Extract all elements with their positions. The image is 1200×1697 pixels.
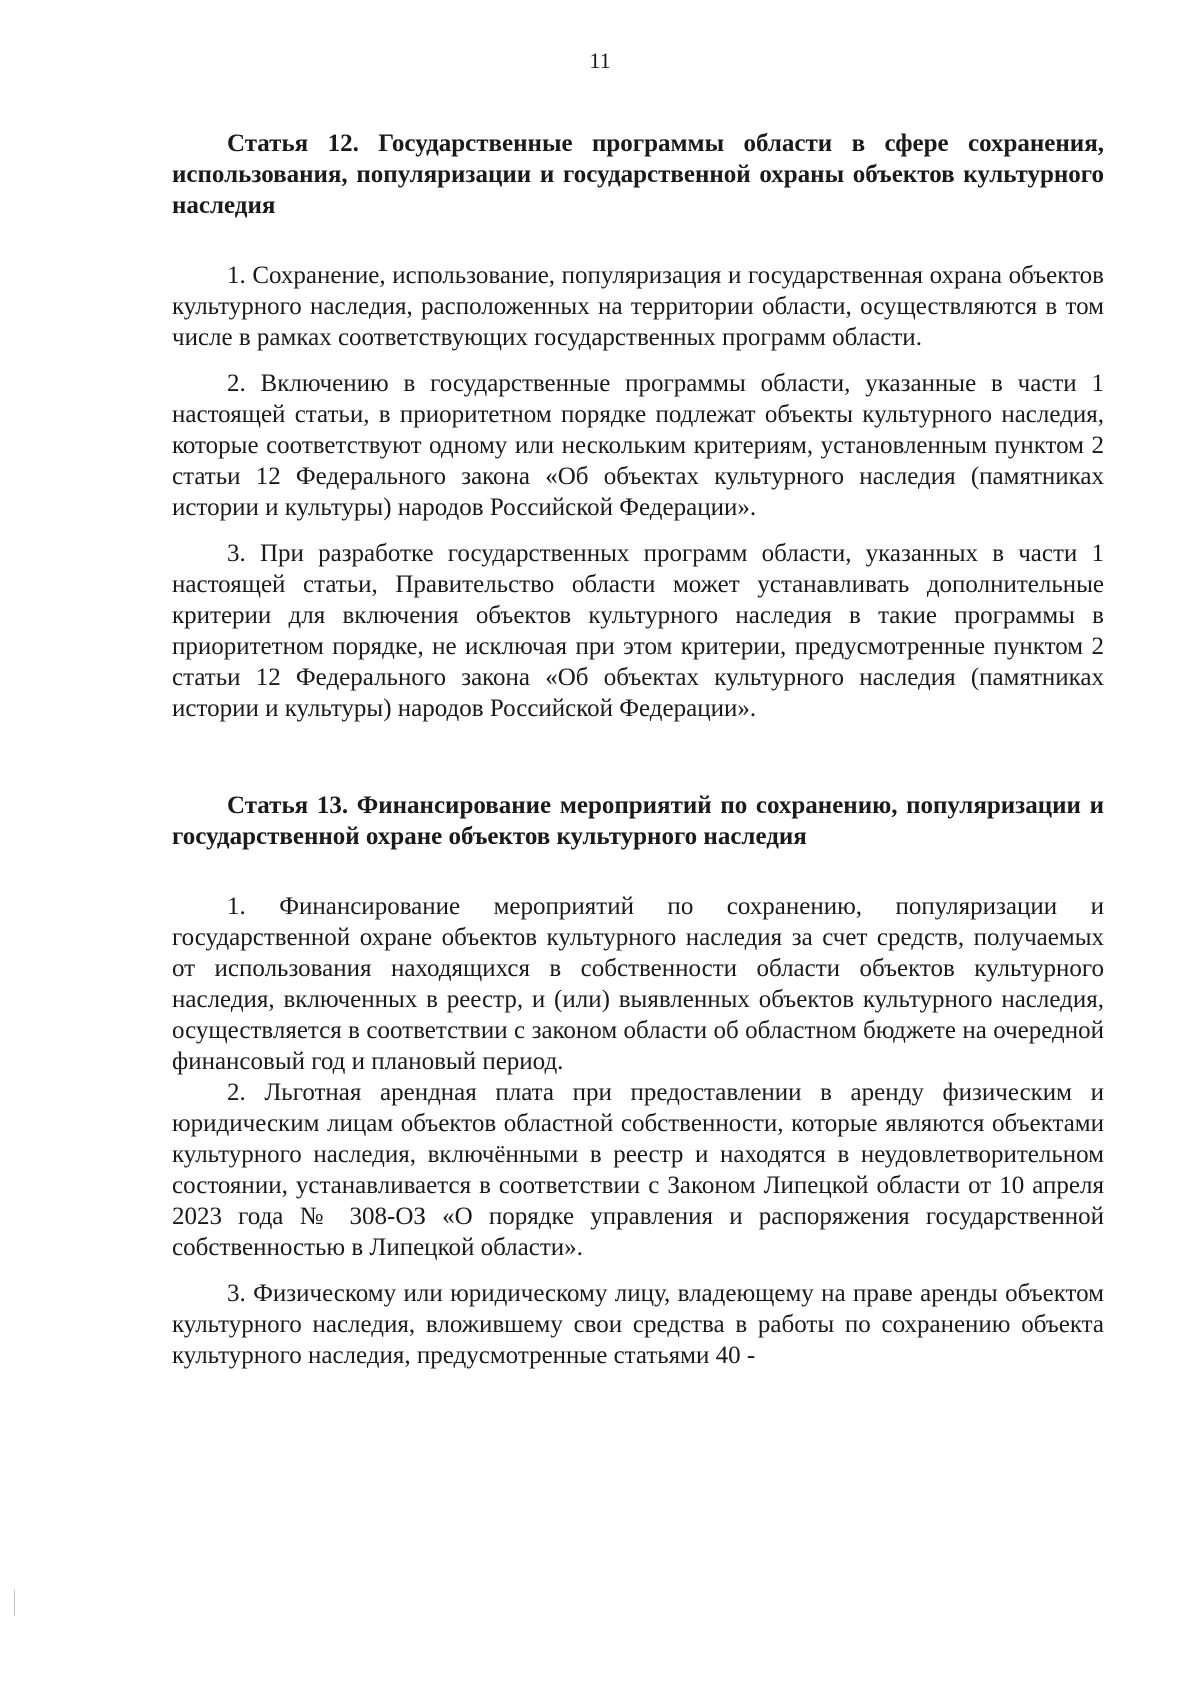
article-13-title: Статья 13. Финансирование мероприятий по сохранению, популяризации и государственной охране объектов культурного наследия [172,792,1104,850]
article-12-title: Статья 12. Государственные программы области в сфере сохранения, использования, популяризации и государственной охраны объектов культурного наследия [172,130,1104,219]
document-body [172,128,1104,1371]
article-12 [172,128,1104,724]
scan-margin-mark [14,1590,15,1616]
article-13-paragraph-2: 2. Льготная арендная плата при предоставлении в аренду физическим и юридическим лицам объектов областной собственности, которые являются объектами культурного наследия, включёнными в реестр и находятся в неудовлетворительном состоянии, устанавливается в соответствии с Законом Липецкой области от 10 апреля 2023 года № 308-ОЗ «О порядке управления и распоряжения государственной собственностью в Липецкой области». [172,1079,1104,1261]
article-13-paragraph-1: 1. Финансирование мероприятий по сохранению, популяризации и государственной охране объектов культурного наследия за счет средств, получаемых от использования находящихся в собственности области объектов культурного наследия, включенных в реестр, и (или) выявленных объектов культурного наследия, осуществляется в соответствии с законом области об областном бюджете на очередной финансовый год и плановый период. [172,893,1104,1075]
article-12-paragraph-1: 1. Сохранение, использование, популяризация и государственная охрана объектов культурного наследия, расположенных на территории области, осуществляются в том числе в рамках соответствующих государственных программ области. [172,262,1104,351]
article-13 [172,790,1104,1371]
article-13-paragraph-3: 3. Физическому или юридическому лицу, владеющему на праве аренды объектом культурного наследия, вложившему свои средства в работы по сохранению объекта культурного наследия, предусмотренные статьями 40 - [172,1280,1104,1369]
article-12-paragraph-3: 3. При разработке государственных программ области, указанных в части 1 настоящей статьи, Правительство области может устанавливать дополнительные критерии для включения объектов культурного наследия в такие программы в приоритетном порядке, не исключая при этом критерии, предусмотренные пунктом 2 статьи 12 Федерального закона «Об объектах культурного наследия (памятниках истории и культуры) народов Российской Федерации». [172,540,1104,722]
page-number: 11 [589,48,611,73]
article-12-paragraph-2: 2. Включению в государственные программы области, указанные в части 1 настоящей статьи, в приоритетном порядке подлежат объекты культурного наследия, которые соответствуют одному или нескольким критериям, установленным пунктом 2 статьи 12 Федерального закона «Об объектах культурного наследия (памятниках истории и культуры) народов Российской Федерации». [172,370,1104,521]
